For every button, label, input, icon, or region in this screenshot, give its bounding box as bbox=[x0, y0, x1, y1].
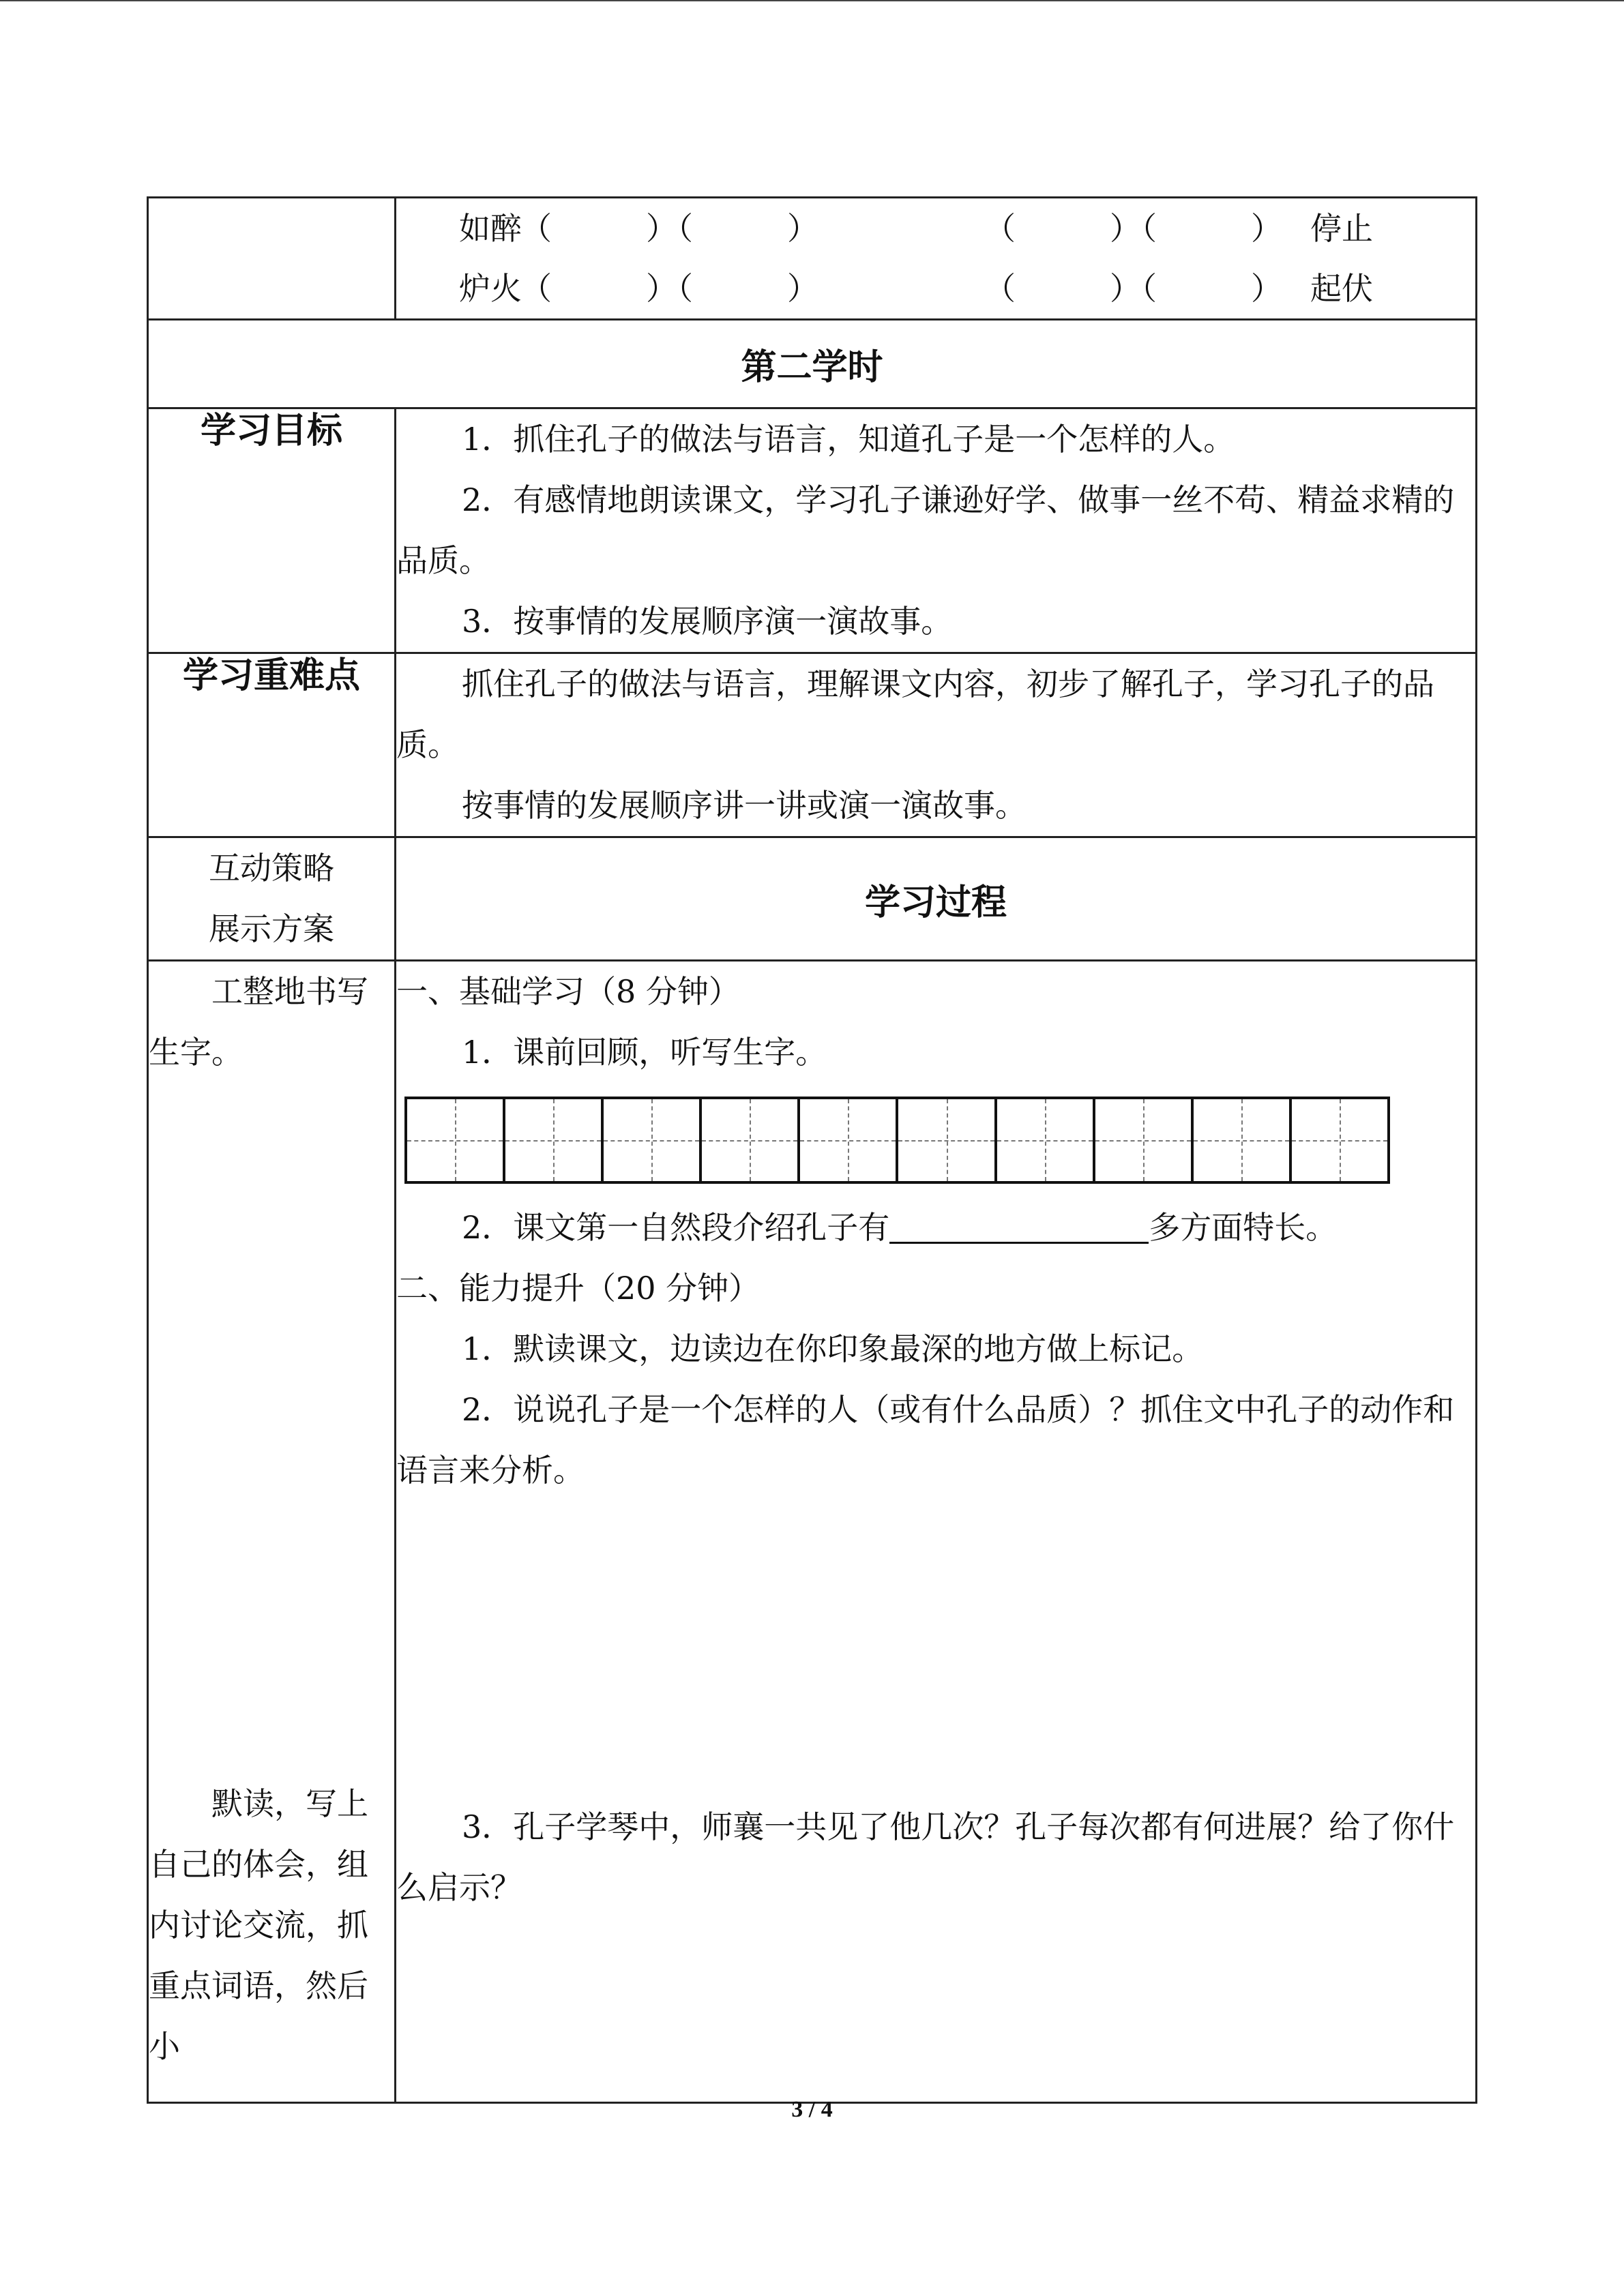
goal-item: 1．抓住孔子的做法与语言，知道孔子是一个怎样的人。 bbox=[462, 421, 1235, 458]
section-title: 第二学时 bbox=[148, 320, 1477, 408]
difficulties-label: 学习重难点 bbox=[148, 653, 396, 837]
process-header: 学习过程 bbox=[396, 837, 1477, 961]
process-item-reading: 1．默读课文，边读边在你印象最深的地方做上标记。 bbox=[462, 1330, 1204, 1367]
vocab-line-2 bbox=[396, 258, 1475, 318]
writing-box[interactable] bbox=[505, 1099, 604, 1181]
notes-spacer bbox=[149, 1083, 394, 1774]
process-row bbox=[148, 961, 1477, 2103]
writing-box[interactable] bbox=[1095, 1099, 1194, 1181]
vocab-word: 如醉 bbox=[459, 210, 522, 247]
process-item-qin: 3．孔子学琴中，师襄一共见了他几次？孔子每次都有何进展？给了你什么启示？ bbox=[396, 1808, 1455, 1906]
process-item-skills bbox=[396, 1197, 1475, 1258]
process-content bbox=[396, 961, 1477, 2103]
process-item-dictation: 1．课前回顾，听写生字。 bbox=[462, 1034, 827, 1071]
item2-text-before: 2．课文第一自然段介绍孔子有 bbox=[462, 1209, 890, 1246]
strategy-notes-cell bbox=[148, 961, 396, 2103]
vocab-blanks: （ ）（ ） bbox=[984, 270, 1282, 307]
strategy-header bbox=[148, 837, 396, 961]
writing-box[interactable] bbox=[604, 1099, 702, 1181]
fill-blank[interactable] bbox=[889, 1208, 1149, 1244]
strategy-note-2: 默读，写上自己的体会，组内讨论交流，抓重点词语，然后小 bbox=[149, 1785, 368, 2065]
character-writing-grid[interactable] bbox=[404, 1097, 1390, 1184]
writing-box[interactable] bbox=[702, 1099, 800, 1181]
vocab-cell bbox=[396, 198, 1477, 320]
writing-box[interactable] bbox=[997, 1099, 1095, 1181]
difficulties-content bbox=[396, 653, 1477, 837]
strategy-header-line1: 互动策略 bbox=[209, 850, 334, 886]
part1-title: 一、基础学习（8 分钟） bbox=[396, 973, 740, 1010]
strategy-header-line2: 展示方案 bbox=[209, 910, 334, 947]
goal-item: 2．有感情地朗读课文，学习孔子谦逊好学、做事一丝不苟、精益求精的品质。 bbox=[396, 481, 1455, 579]
difficulty-item: 按事情的发展顺序讲一讲或演一演故事。 bbox=[462, 787, 1027, 824]
vocab-blanks: （ ）（ ） bbox=[520, 210, 818, 247]
vocab-blanks: （ ）（ ） bbox=[984, 210, 1282, 247]
difficulties-row bbox=[148, 653, 1477, 837]
item2-text-after: 多方面特长。 bbox=[1149, 1209, 1338, 1246]
goal-item: 3．按事情的发展顺序演一演故事。 bbox=[462, 603, 953, 640]
strategy-note-1: 工整地书写生字。 bbox=[149, 973, 368, 1071]
section-title-row bbox=[148, 320, 1477, 408]
part2-title: 二、能力提升（20 分钟） bbox=[396, 1270, 761, 1307]
vocab-word: 炉火 bbox=[459, 270, 522, 307]
vocab-word: 起伏 bbox=[1310, 270, 1373, 307]
vocab-row bbox=[148, 198, 1477, 320]
vocab-left-empty-cell bbox=[148, 198, 396, 320]
vocab-word: 停止 bbox=[1310, 210, 1373, 247]
process-header-row bbox=[148, 837, 1477, 961]
goals-content bbox=[396, 408, 1477, 653]
writing-box[interactable] bbox=[898, 1099, 996, 1181]
process-item-character: 2．说说孔子是一个怎样的人（或有什么品质）？抓住文中孔子的动作和语言来分析。 bbox=[396, 1391, 1455, 1489]
vocab-line-1 bbox=[396, 198, 1475, 258]
writing-box[interactable] bbox=[1292, 1099, 1387, 1181]
difficulty-item: 抓住孔子的做法与语言，理解课文内容，初步了解孔子，学习孔子的品质。 bbox=[396, 666, 1434, 763]
writing-box[interactable] bbox=[1194, 1099, 1292, 1181]
answer-space[interactable] bbox=[396, 1501, 1475, 1797]
vocab-blanks: （ ）（ ） bbox=[520, 270, 818, 307]
writing-box[interactable] bbox=[407, 1099, 505, 1181]
page-top-border bbox=[0, 0, 1624, 1]
goals-row bbox=[148, 408, 1477, 653]
lesson-plan-table bbox=[147, 196, 1477, 2104]
page-number: 3 / 4 bbox=[791, 2097, 833, 2122]
goals-label: 学习目标 bbox=[148, 408, 396, 653]
writing-box[interactable] bbox=[800, 1099, 898, 1181]
